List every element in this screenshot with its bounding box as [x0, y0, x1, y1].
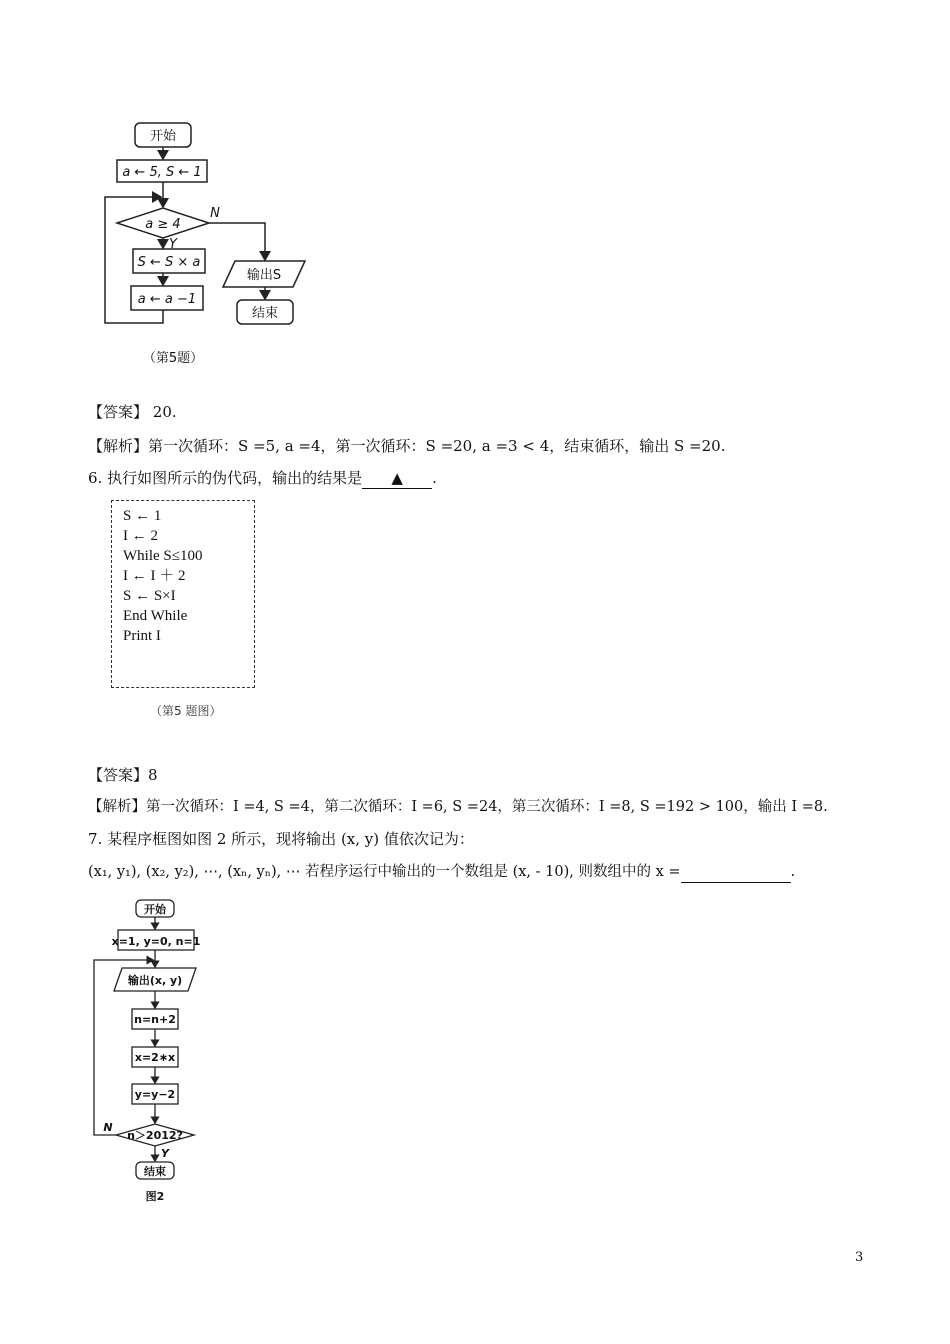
q6-code-line: While S≤100	[123, 548, 203, 564]
flow5-end-text: 结束	[251, 306, 279, 321]
q6-question-end: .	[432, 469, 437, 487]
q7-number: 7.	[88, 830, 103, 848]
q5-answer: 20.	[152, 403, 177, 421]
flow7-x-text: x=2∗x	[134, 1051, 176, 1064]
q6-analysis-label: 【解析】	[88, 799, 146, 815]
q7-line2-text: (x₁, y₁), (x₂, y₂), ⋯, (xₙ, yₙ), ⋯ 若程序运行中输出的一个数组是 (x, - 10), 则数组中的 x =	[88, 864, 681, 880]
flow5-no-label: N	[210, 206, 220, 221]
flow5-caption: （第5题）	[142, 351, 204, 366]
flow5-mult-text: S ← S × a	[137, 255, 201, 270]
q7-line1-text: 某程序框图如图 2 所示，现将输出 (x, y) 值依次记为：	[107, 830, 474, 848]
flow5-yes-label: Y	[169, 237, 177, 252]
flow7-start-text: 开始	[144, 903, 166, 916]
q6-answer-line	[88, 765, 158, 785]
q6-code-line: End While	[123, 608, 188, 624]
flow5-start-text: 开始	[149, 129, 177, 144]
q5-analysis-line	[88, 436, 725, 456]
q6-code-box	[111, 500, 255, 688]
q6-number: 6.	[88, 469, 103, 487]
flow7-n-text: n=n+2	[134, 1013, 176, 1026]
q5-analysis: 第一次循环：S =5, a =4，第一次循环：S =20, a =3 < 4，结束循环，输出 S =20.	[148, 437, 726, 455]
q7-line1	[88, 829, 474, 849]
q5-analysis-label: 【解析】	[88, 437, 149, 455]
q6-code-line: S ← S×I	[123, 588, 176, 604]
q6-triangle-mark: ▲	[391, 469, 403, 487]
q6-code-lines	[112, 501, 254, 646]
q6-question	[88, 468, 437, 489]
flow7-output-text: 输出(x, y)	[127, 974, 183, 987]
q6-answer: 8	[148, 766, 158, 784]
flowchart-q7	[88, 895, 218, 1207]
q6-analysis: 第一次循环：I =4, S =4，第二次循环：I =6, S =24，第三次循环：I =8, S =192 > 100，输出 I =8.	[146, 799, 828, 815]
flow7-y-text: y=y−2	[134, 1088, 176, 1101]
q6-question-text: 执行如图所示的伪代码，输出的结果是	[107, 469, 363, 487]
q7-line2	[88, 862, 795, 883]
q6-caption: （第5 题图）	[150, 704, 222, 718]
flow7-caption: 图2	[145, 1190, 165, 1203]
flowchart-q5	[95, 115, 320, 375]
flow5-dec-text: a ← a −1	[137, 292, 197, 307]
q6-code-line: Print I	[123, 628, 161, 644]
flow5-cond-text: a ≥ 4	[145, 217, 181, 232]
q6-code-line: I ← I ＋ 2	[123, 568, 186, 584]
flow5-output-text: 输出S	[246, 268, 282, 283]
q6-answer-blank	[362, 468, 432, 489]
flow7-cond-text: n＞2012?	[127, 1129, 183, 1142]
q6-code-line: S ← 1	[123, 508, 162, 524]
flow7-init-text: x=1, y=0, n=1	[111, 935, 201, 948]
flow7-no-label: N	[103, 1121, 113, 1134]
flow7-end-text: 结束	[144, 1165, 166, 1178]
q6-code-line: I ← 2	[123, 528, 158, 544]
flow7-yes-label: Y	[161, 1147, 169, 1160]
q6-answer-label: 【答案】	[88, 766, 149, 784]
page-number: 3	[855, 1250, 864, 1265]
q5-answer-label: 【答案】	[88, 403, 149, 421]
flow5-init-text: a ← 5, S ← 1	[122, 165, 202, 180]
q5-answer-line	[88, 402, 177, 422]
q7-line2-end: .	[790, 864, 796, 880]
q7-answer-blank	[681, 862, 791, 883]
q6-analysis-line	[88, 797, 828, 817]
